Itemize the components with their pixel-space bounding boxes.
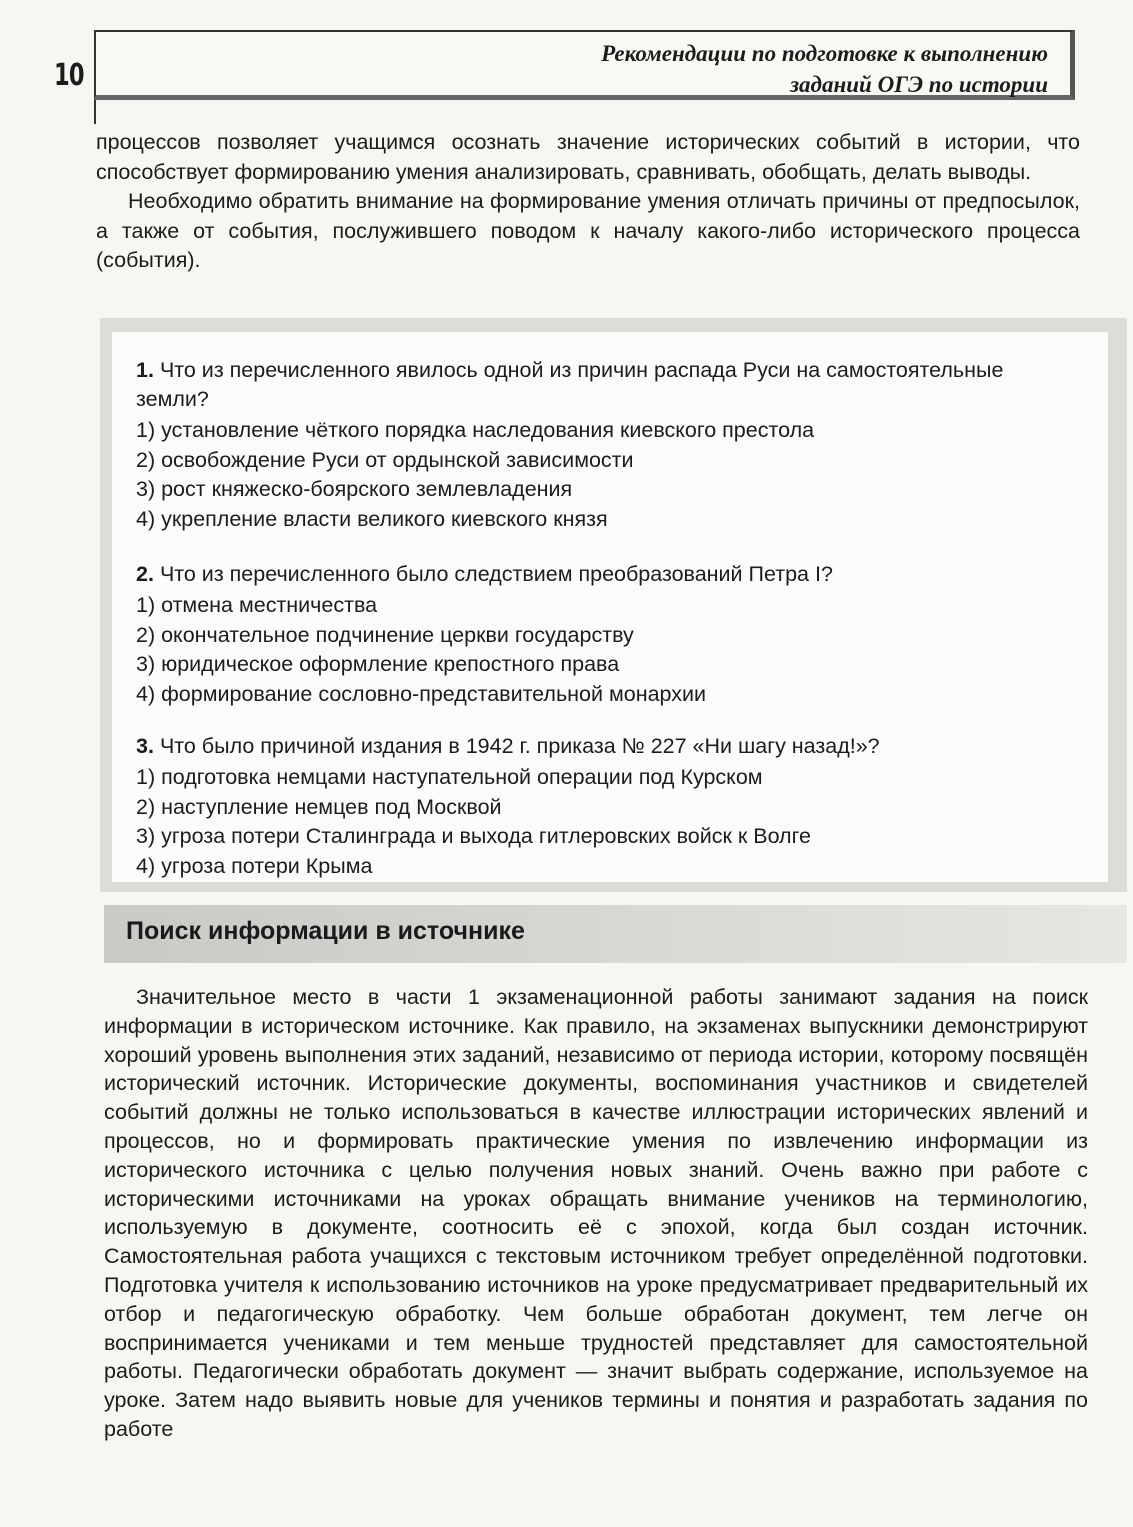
task-question <box>136 732 1076 761</box>
section-body <box>104 983 1088 1444</box>
task-1 <box>136 356 1076 534</box>
intro-paragraph-2: Необходимо обратить внимание на формирование умения отличать причины от предпосылок, а также от события, послужившего поводом к началу какого-либо исторического процесса (события). <box>96 189 1080 272</box>
intro-text <box>96 128 1080 276</box>
page-number: 10 <box>54 58 84 93</box>
task-option: 1) подготовка немцами наступательной операции под Курском <box>136 765 763 789</box>
task-2 <box>136 560 1076 709</box>
task-option: 4) угроза потери Крыма <box>136 853 373 878</box>
task-options <box>136 591 1076 709</box>
header-line-1: Рекомендации по подготовке к выполнению <box>601 41 1048 66</box>
task-option: 2) освобождение Руси от ордынской зависимости <box>136 447 634 472</box>
header-line-2: заданий ОГЭ по истории <box>790 72 1048 97</box>
task-options <box>136 416 1076 534</box>
task-question <box>136 356 1076 414</box>
task-3 <box>136 732 1076 881</box>
task-question <box>136 560 1076 589</box>
task-option: 3) угроза потери Сталинграда и выхода гитлеровских войск к Волге <box>136 824 811 848</box>
task-option: 1) отмена местничества <box>136 593 378 617</box>
task-option: 1) установление чёткого порядка наследования киевского престола <box>136 418 815 442</box>
task-option: 2) окончательное подчинение церкви государству <box>136 622 634 647</box>
section-title: Поиск информации в источнике <box>126 917 525 945</box>
tasks-panel <box>100 318 1127 892</box>
task-option: 3) юридическое оформление крепостного права <box>136 652 620 676</box>
task-question-text: Что было причиной издания в 1942 г. приказа № 227 «Ни шагу назад!»? <box>159 734 880 758</box>
task-question-text: Что из перечисленного явилось одной из причин распада Руси на самостоятельные земли? <box>136 358 1004 411</box>
task-number: 1. <box>136 358 154 382</box>
task-option: 3) рост княжеско-боярского землевладения <box>136 477 573 501</box>
intro-paragraph-1: процессов позволяет учащимся осознать значение исторических событий в истории, что способствует формированию умения анализировать, сравнивать, обобщать, делать выводы. <box>96 130 1080 184</box>
running-header <box>94 30 1075 100</box>
header-divider <box>94 100 96 124</box>
task-question-text: Что из перечисленного было следствием преобразований Петра I? <box>159 562 833 586</box>
tasks-panel-inner <box>112 332 1108 882</box>
task-number: 2. <box>136 562 154 586</box>
section-body-paragraph: Значительное место в части 1 экзаменационной работы занимают задания на поиск информации в историческом источнике. Как правило, на экзаменах выпускники демонстрируют хороший уровень выполнения этих заданий, независимо от периода истории, которому посвящён исторический источник. Исторические документы, воспоминания участников и свидетелей событий должны не только использоваться в качестве иллюстрации исторических явлений и процессов, но и формировать практические умения по извлечению информации из исторического источника с целью получения новых знаний. Очень важно при работе с историческими источниками на уроках обращать внимание учеников на терминологию, используемую в документе, соотносить её с эпохой, когда был создан источник. Самостоятельная работа учащихся с текстовым источником требует определённой подготовки. Подготовка учителя к использованию источников на уроке предусматривает предварительный их отбор и педагогическую обработку. Чем больше обработан документ, тем легче он воспринимается учениками и тем меньше трудностей представляет для самостоятельной работы. Педагогически обработать документ — значит выбрать содержание, используемое на уроке. Затем надо выявить новые для учеников термины и понятия и разработать задания по работе <box>104 985 1088 1441</box>
task-number: 3. <box>136 734 154 758</box>
task-option: 4) формирование сословно-представительной монархии <box>136 681 707 706</box>
task-option: 4) укрепление власти великого киевского князя <box>136 506 608 531</box>
running-header-text <box>601 38 1048 100</box>
task-options <box>136 763 1076 881</box>
section-heading-bar <box>104 905 1127 963</box>
task-option: 2) наступление немцев под Москвой <box>136 794 502 819</box>
